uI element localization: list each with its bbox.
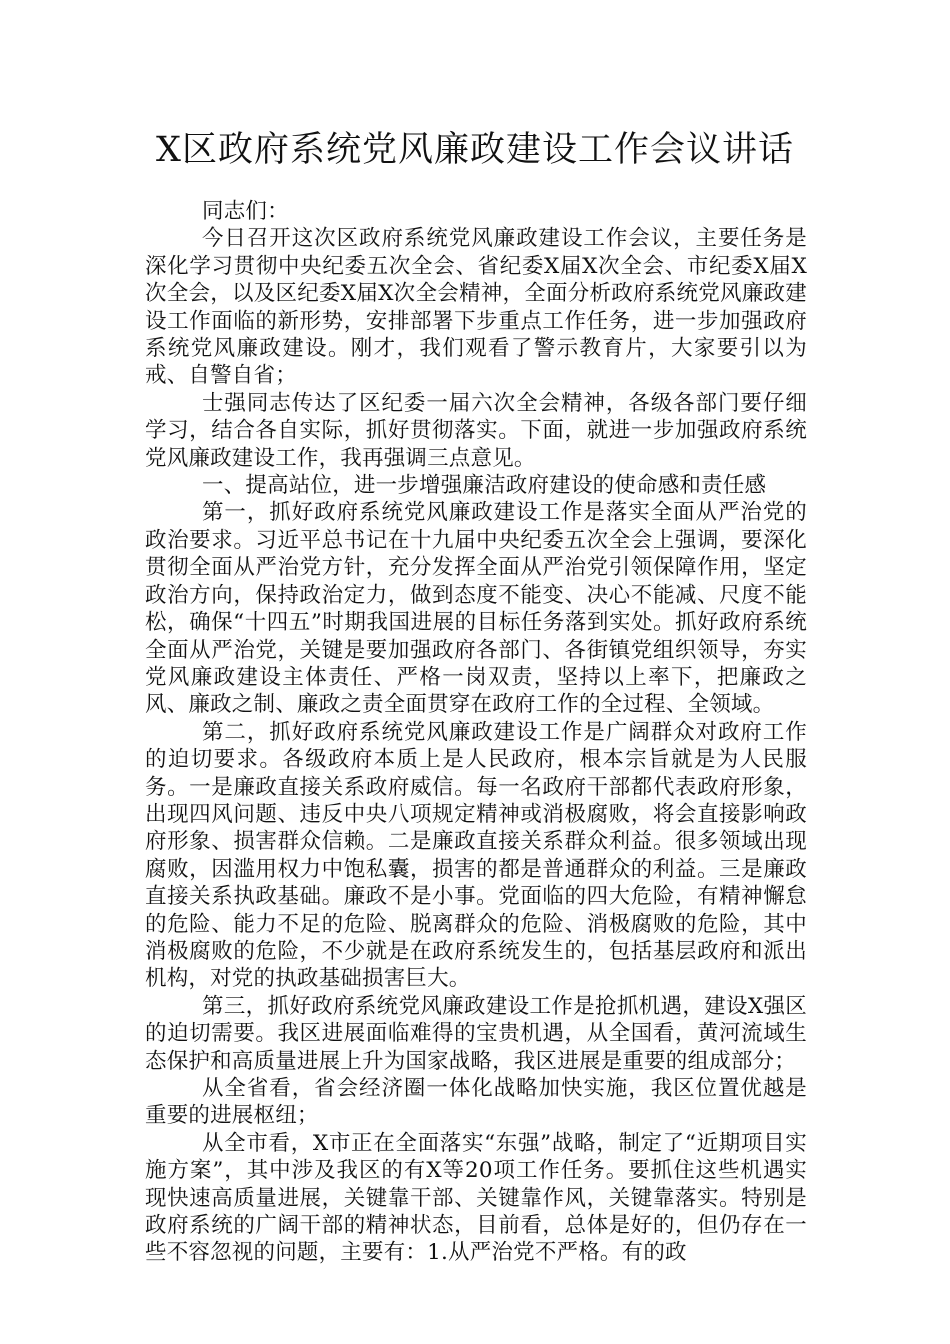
- paragraph-city: 从全市看，X市正在全面落实“东强”战略，制定了“近期项目实施方案”，其中涉及我区的有X等20项工作任务。要抓住这些机遇实现快速高质量进展，关键靠干部、关键靠作风，关键靠落实。特别是政府系统的广阔干部的精神状态，目前看，总体是好的，但仍存在一些不容忽视的问题，主要有：1.从严治党不严格。有的政: [145, 1130, 807, 1266]
- salutation: 同志们：: [202, 199, 289, 224]
- paragraph-point-2: 第二，抓好政府系统党风廉政建设工作是广阔群众对政府工作的迫切要求。各级政府本质上是人民政府，根本宗旨就是为人民服务。一是廉政直接关系政府威信。每一名政府干部都代表政府形象，出现四风问题、违反中央八项规定精神或消极腐败，将会直接影响政府形象、损害群众信赖。二是廉政直接关系群众利益。很多领域出现腐败，因滥用权力中饱私囊，损害的都是普通群众的利益。三是廉政直接关系执政基础。廉政不是小事。党面临的四大危险，有精神懈怠的危险、能力不足的危险、脱离群众的危险、消极腐败的危险，其中消极腐败的危险，不少就是在政府系统发生的，包括基层政府和派出机构，对党的执政基础损害巨大。: [145, 719, 807, 992]
- paragraph-intro: 今日召开这次区政府系统党风廉政建设工作会议，主要任务是深化学习贯彻中央纪委五次全会、省纪委X届X次全会、市纪委X届X次全会，以及区纪委X届X次全会精神，全面分析政府系统党风廉政建设工作面临的新形势，安排部署下步重点工作任务，进一步加强政府系统党风廉政建设。刚才，我们观看了警示教育片，大家要引以为戒、自警自省；: [145, 226, 807, 389]
- section-heading-1: 一、提高站位，进一步增强廉洁政府建设的使命感和责任感: [202, 473, 767, 499]
- document-title: X区政府系统党风廉政建设工作会议讲话: [156, 130, 794, 170]
- paragraph-point-1: 第一，抓好政府系统党风廉政建设工作是落实全面从严治党的政治要求。习近平总书记在十九届中央纪委五次全会上强调，要深化贯彻全面从严治党方针，充分发挥全面从严治党引领保障作用，坚定政治方向，保持政治定力，做到态度不能变、决心不能减、尺度不能松，确保“十四五”时期我国进展的目标任务落到实处。抓好政府系统全面从严治党，关键是要加强政府各部门、各街镇党组织领导，夯实党风廉政建设主体责任、严格一岗双责，坚持以上率下，把廉政之风、廉政之制、廉政之责全面贯穿在政府工作的全过程、全领域。: [145, 500, 807, 718]
- paragraph-transition: 士强同志传达了区纪委一届六次全会精神，各级各部门要仔细学习，结合各自实际，抓好贯彻落实。下面，就进一步加强政府系统党风廉政建设工作，我再强调三点意见。: [145, 390, 807, 471]
- paragraph-point-3: 第三，抓好政府系统党风廉政建设工作是抢抓机遇，建设X强区的迫切需要。我区进展面临难得的宝贵机遇，从全国看，黄河流域生态保护和高质量进展上升为国家战略，我区进展是重要的组成部分；: [145, 993, 807, 1074]
- document-body: [145, 198, 807, 1267]
- paragraph-province: 从全省看，省会经济圈一体化战略加快实施，我区位置优越是重要的进展枢纽；: [145, 1076, 807, 1129]
